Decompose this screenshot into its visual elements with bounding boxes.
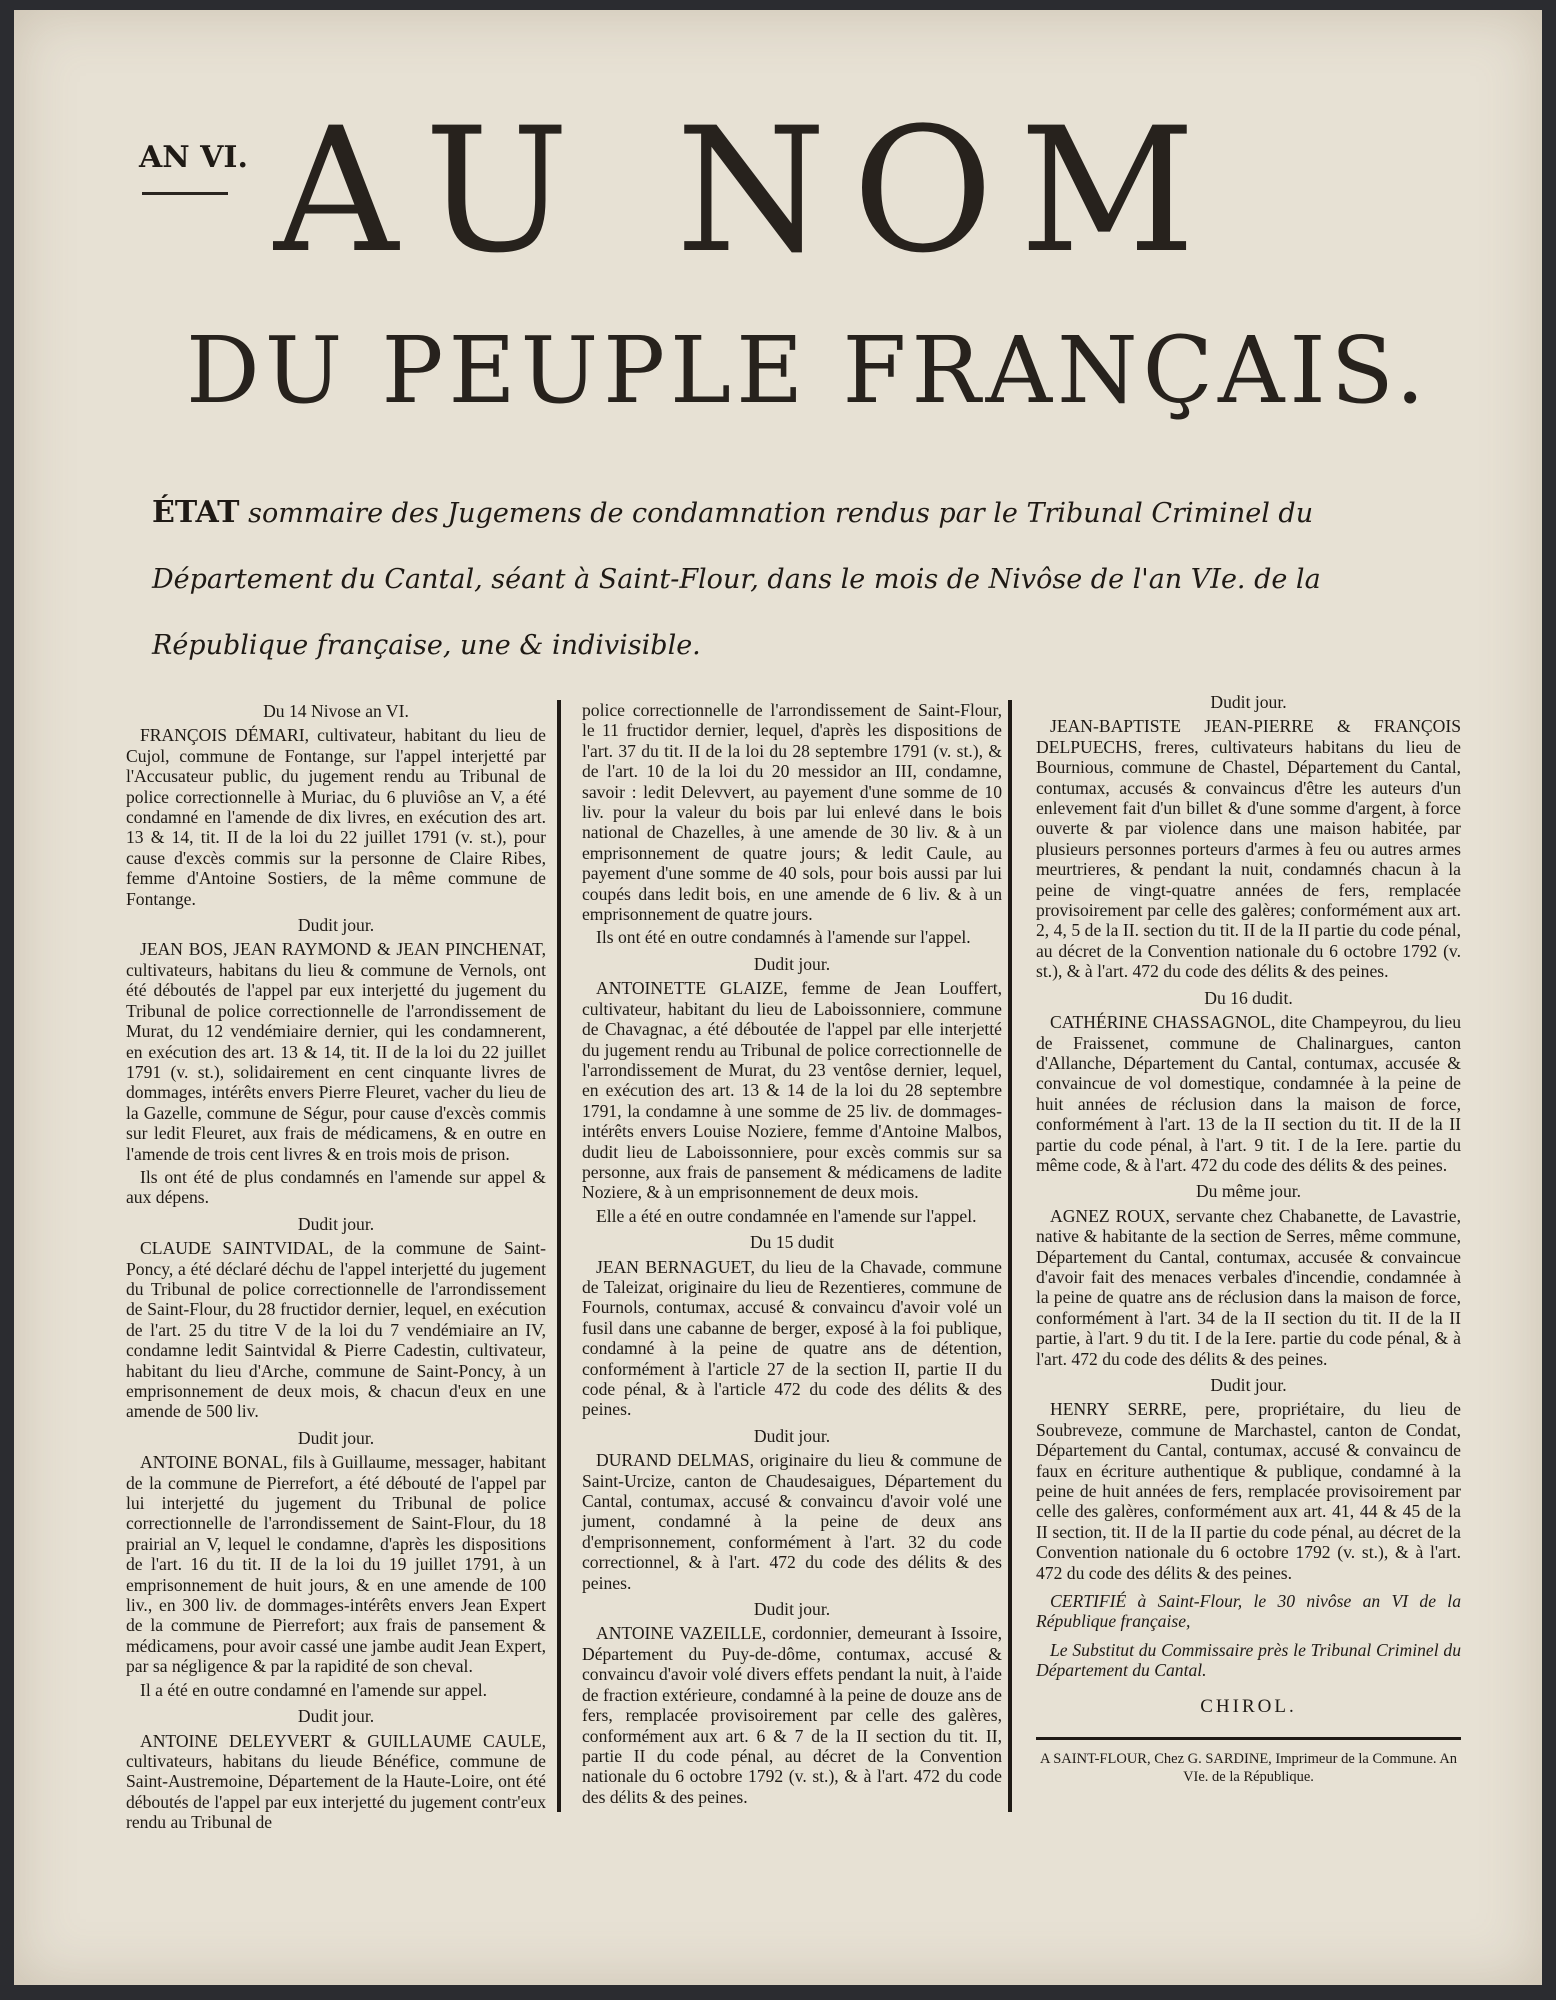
section-heading: Dudit jour. [297,1706,375,1727]
judgment-entry: police correctionnelle de l'arrondissement de Saint-Flour, le 11 fructidor dernier, lequel, d'après les dispositions de l'art. 37 du tit. II de la loi du 28 septembre 1791 (v. st.), & de l'art. 10 de la loi du 20 messidor an III, condamne, savoir : ledit Delevvert, au payement d'une somme de 10 liv. pour la valeur du bois par lui enlevé dans le bois national de Chazelles, à une amende de 30 liv. & à un emprisonnement de quatre jours; & ledit Caule, au payement d'une somme de 40 sols, pour bois aussi par lui coupés dans ledit bois, en une amende de 6 liv. & à un emprisonnement de quatre jours. [582,700,1002,925]
column-3 [1036,686,1461,1786]
heading-lead: ÉTAT [152,495,240,530]
section-heading: Dudit jour. [297,1427,375,1448]
judgment-note: Ils ont été en outre condamnés à l'amende sur l'appel. [596,927,971,948]
section-heading: Dudit jour. [753,1599,831,1620]
section-heading: Dudit jour. [1210,692,1287,712]
judgment-entry: ANTOINETTE GLAIZE, femme de Jean Louffert, cultivateur, habitant du lieu de Laboissonniere, commune de Chavagnac, a été déboutée de l'appel par elle interjetté du jugement rendu au Tribunal de police correctionnelle de l'arrondissement de Murat, du 23 ventôse dernier, lequel, en exécution des art. 13 & 14 de la loi du 28 septembre 1791, la condamne à une somme de 25 liv. de dommages-intérêts envers Louise Noziere, femme d'Antoine Malbos, dudit lieu de Laboissonniere, pour excès commis sur sa personne, aux frais de pansement & médicamens de ladite Noziere, & à un emprisonnement de deux mois. [582,978,1002,1203]
document-heading [152,480,1442,679]
poster-sheet [14,10,1542,1985]
judgment-entry: HENRY SERRE, pere, propriétaire, du lieu de Soubreveze, commune de Marchastel, canton de Condat, Département du Cantal, contumax, accusé & convaincu de faux en écriture authentique & publique, condamné à la peine de huit années de fers, remplacée provisoirement par celle des galères, conformément aux art. 41, 44 & 45 de la II section, tit. II de la II partie du code pénal, au décret de la Convention nationale du 6 octobre 1792 (v. st.), & à l'art. 472 du code des délits & des peines. [1036,1399,1461,1583]
column-1 [126,695,546,1836]
section-heading: Dudit jour. [297,915,375,936]
section-heading: Dudit jour. [753,1425,831,1446]
certification-text: CERTIFIÉ à Saint-Flour, le 30 nivôse an VI de la République française, [1036,1591,1461,1632]
section-heading: Du 15 dudit [749,1232,835,1253]
title-line-2: DU PEUPLE FRANÇAIS. [186,317,1430,424]
judgment-note: Ils ont été de plus condamnés en l'amende sur appel & aux dépens. [126,1166,546,1208]
year-mark: AN VI. [139,140,248,175]
judgment-entry: JEAN BOS, JEAN RAYMOND & JEAN PINCHENAT, cultivateurs, habitans du lieu & commune de Vernols, ont été déboutés de l'appel par eux interjetté du jugement du Tribunal de police correctionnelle de l'arrondissement de Murat, du 12 vendémiaire dernier, qui les condamnerent, en exécution des art. 13 & 14, tit. II de la loi du 22 juillet 1791 (v. st.), solidairement en cent cinquante livres de dommages, intérêts envers Pierre Fleuret, vacher du lieu de la Gazelle, commune de Ségur, pour cause d'excès commis sur ledit Fleuret, aux frais de médicamens, & en outre en l'amende de trois cent livres & en trois mois de prison. [126,939,546,1164]
section-heading: Dudit jour. [297,1213,375,1234]
judgment-entry: FRANÇOIS DÉMARI, cultivateur, habitant du lieu de Cujol, commune de Fontange, sur l'appel interjetté par l'Accusateur public, du jugement rendu au Tribunal de police correctionnelle à Muriac, du 6 pluviôse an V, a été condamné en l'amende de dix livres, en exécution des art. 13 & 14, tit. II de la loi du 22 juillet 1791 (v. st.), pour cause d'excès commis sur la personne de Claire Ribes, femme d'Antoine Sostiers, de la même commune de Fontange. [126,725,546,909]
judgment-entry: ANTOINE VAZEILLE, cordonnier, demeurant à Issoire, Département du Puy-de-dôme, contumax, accusé & convaincu d'avoir volé divers effets pendant la nuit, à l'aide de fraction extérieure, condamné à la peine de douze ans de fers, remplacée provisoirement par celle des galères, conformément aux art. 6 & 7 de la II section du tit. II, partie II du code pénal, au décret de la Convention nationale du 6 octobre 1792 (v. st.), & à l'art. 472 du code des délits & des peines. [582,1623,1002,1807]
judgment-entry: ANTOINE DELEYVERT & GUILLAUME CAULE, cultivateurs, habitans du lieude Bénéfice, commune de Saint-Austremoine, Département de la Haute-Loire, ont été déboutés de l'appel par eux interjetté du jugement contr'eux rendu au Tribunal de [126,1730,546,1833]
section-heading: Dudit jour. [1210,1375,1287,1395]
judgment-entry: AGNEZ ROUX, servante chez Chabanette, de Lavastrie, native & habitante de la section de Serres, même commune, Département du Cantal, contumax, accusée & convaincue d'avoir fait des menaces verbales d'incendie, condamnée à la peine de quatre ans de réclusion dans la maison de force, conformément à l'art. 34 de la II section du tit. II de la II partie, à l'art. 9 du tit. I de la Iere. partie du code pénal, & à l'art. 472 du code des délits & des peines. [1036,1205,1461,1369]
year-underline [142,192,228,195]
printer-divider [1036,1737,1461,1740]
title-line-1: AU NOM [274,90,1222,291]
substitute-title: Le Substitut du Commissaire près le Tribunal Criminel du Département du Cantal. [1036,1639,1461,1681]
judgment-entry: CLAUDE SAINTVIDAL, de la commune de Saint-Poncy, a été déclaré déchu de l'appel interjetté du jugement du Tribunal de police correctionnelle de l'arrondissement de Saint-Flour, du 28 fructidor dernier, lequel, en exécution de l'art. 25 du titre V de la loi du 7 vendémiaire an IV, condamne ledit Saintvidal & Pierre Cadestin, cultivateur, habitant du lieu d'Arche, commune de Saint-Poncy, à un emprisonnement de deux mois, & chacun d'eux en une amende de 500 liv. [126,1238,546,1422]
judgment-note: Il a été en outre condamné en l'amende sur appel. [140,1679,488,1700]
section-heading: Du 14 Nivose an VI. [263,701,409,721]
column-rule-right [1008,700,1012,1812]
column-2 [582,700,1002,1810]
section-heading: Du 16 dudit. [1204,987,1293,1008]
section-heading: Du même jour. [1195,1181,1302,1202]
judgment-entry: DURAND DELMAS, originaire du lieu & commune de Saint-Urcize, canton de Chaudesaigues, Département du Cantal, contumax, accusé & convaincu d'avoir volé une jument, condamné à la peine de deux ans d'emprisonnement, conformément à l'art. 32 du code correctionnel, & à l'art. 472 du code des délits & des peines. [582,1450,1002,1593]
judgment-entry: CATHÉRINE CHASSAGNOL, dite Champeyrou, du lieu de Fraissenet, commune de Chalinargues, canton d'Allanche, Département du Cantal, contumax, accusée & convaincue de vol domestique, condamnée à la peine de huit années de réclusion dans la maison de force, conformément à l'art. 13 de la II section du tit. II de la II partie du code pénal, à l'art. 9 tit. I de la Iere. partie du même code, & à l'art. 472 du code des délits & des peines. [1036,1012,1461,1175]
judgment-entry: JEAN-BAPTISTE JEAN-PIERRE & FRANÇOIS DELPUECHS, freres, cultivateurs habitans du lieu de Bournious, commune de Chastel, Département du Cantal, contumax, accusés & convaincus d'être les auteurs d'un enlevement fait d'un billet & d'une somme d'argent, à force ouverte & par violence dans une maison habitée, par plusieurs personnes porteurs d'armes à feu ou autres armes meurtrieres, & pendant la nuit, condamnés chacun à la peine de vingt-quatre années de fers, remplacée provisoirement par celle des galères; conformément aux art. 2, 4, 5 de la II. section du tit. II de la II partie du code pénal, au décret de la Convention nationale du 6 octobre 1792 (v. st.), & à l'art. 472 du code des délits & des peines. [1036,716,1461,982]
judgment-entry: ANTOINE BONAL, fils à Guillaume, messager, habitant de la commune de Pierrefort, a été débouté de l'appel par lui interjetté du jugement du Tribunal de police correctionnelle de l'arrondissement de Saint-Flour, du 18 prairial an V, lequel le condamne, d'après les dispositions de l'art. 16 du tit. II de la loi du 19 juillet 1791, à un emprisonnement de huit jours, & en une amende de 100 liv., en 300 liv. de dommages-intérêts envers Jean Expert de la commune de Pierrefort; aux frais de pansement & médicamens, pour avoir cassé une jambe audit Jean Expert, par sa négligence & par la rapidité de son cheval. [126,1452,546,1677]
column-rule-left [557,700,561,1812]
judgment-entry: JEAN BERNAGUET, du lieu de la Chavade, commune de Taleizat, originaire du lieu de Rezentieres, commune de Fournols, contumax, accusé & convaincu d'avoir volé un fusil dans une cabanne de berger, exposé à la foi publique, condamné à la peine de quatre ans de détention, conformément à l'article 27 de la section II, partie II du code pénal, & à l'article 472 du code des délits & des peines. [582,1256,1002,1420]
heading-text: sommaire des Jugemens de condamnation rendus par le Tribunal Criminel du Département du Cantal, séant à Saint-Flour, dans le mois de Nivôse de l'an VIe. de la République française, une & indivisible. [152,498,1321,661]
signature: CHIROL. [1200,1695,1297,1717]
section-heading: Dudit jour. [753,953,831,974]
judgment-note: Elle a été en outre condamnée en l'amende sur l'appel. [596,1205,977,1226]
printer-imprint: A SAINT-FLOUR, Chez G. SARDINE, Imprimeur de la Commune. An VIe. de la République. [1039,1751,1458,1786]
